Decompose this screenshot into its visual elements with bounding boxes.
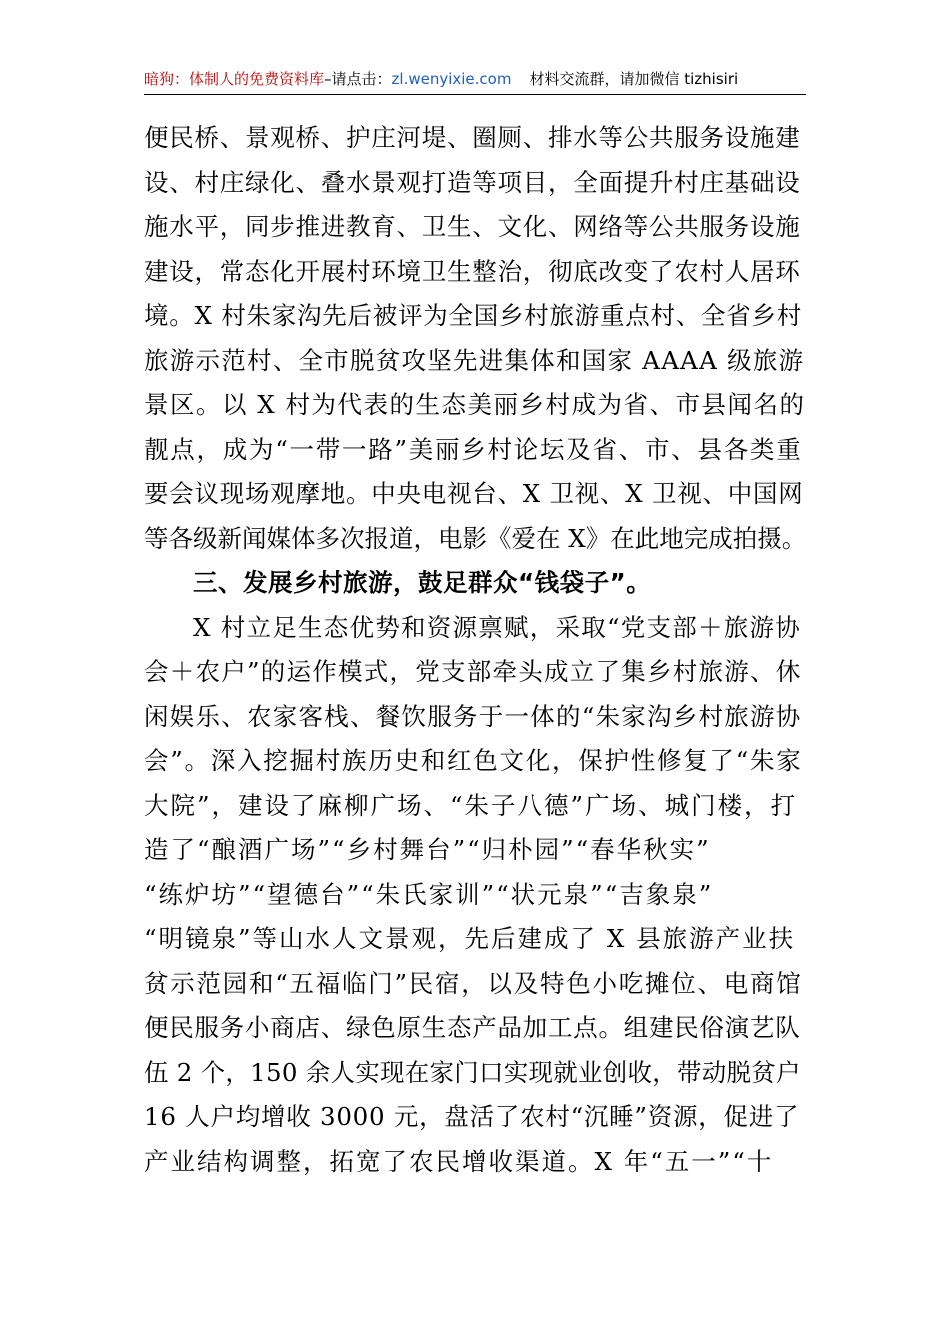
body-line: 设、村庄绿化、叠水景观打造等项目，全面提升村庄基础设 — [144, 167, 801, 197]
body-line: 贫示范园和“五福临门”民宿，以及特色小吃摊位、电商馆 — [144, 968, 803, 998]
header-click-prefix: –请点击： — [324, 70, 392, 88]
body-line: 大院”，建设了麻柳广场、“朱子八德”广场、城门楼，打 — [144, 790, 798, 820]
header-url-link[interactable]: zl.wenyixie.com — [391, 70, 512, 88]
body-line: “练炉坊”“望德台”“朱氏家训”“状元泉”“吉象泉” — [144, 879, 714, 909]
body-line: “明镜泉”等山水人文景观，先后建成了 X 县旅游产业扶 — [144, 924, 796, 953]
body-line: 境。X 村朱家沟先后被评为全国乡村旅游重点村、全省乡村 — [144, 301, 802, 330]
page-header — [144, 64, 806, 95]
body-line: 靓点，成为“一带一路”美丽乡村论坛及省、市、县各类重 — [144, 434, 803, 464]
body-line: 会”。深入挖掘村族历史和红色文化，保护性修复了“朱家 — [144, 746, 803, 775]
body-line: 会＋农户”的运作模式，党支部牵头成立了集乡村旅游、休 — [144, 657, 802, 686]
body-line: 产业结构调整，拓宽了农民增收渠道。X 年“五一”“十 — [144, 1146, 774, 1176]
body-line: 旅游示范村、全市脱贫攻坚先进集体和国家 AAAA 级旅游 — [144, 345, 805, 375]
body-line: 造了“酿酒广场”“乡村舞台”“归朴园”“春华秋实” — [144, 835, 711, 864]
body-line: 伍 2 个，150 余人实现在家门口实现就业创收，带动脱贫户 — [144, 1057, 801, 1087]
body-line: 施水平，同步推进教育、卫生、文化、网络等公共服务设施 — [144, 212, 801, 241]
body-line: 便民桥、景观桥、护庄河堤、圈厕、排水等公共服务设施建 — [144, 123, 801, 152]
body-line: X 村立足生态优势和资源禀赋，采取“党支部＋旅游协 — [193, 612, 802, 642]
header-site-name: 暗狗：体制人的免费资料库 — [144, 70, 325, 88]
body-line: 等各级新闻媒体多次报道，电影《爱在 X》在此地完成拍摄。 — [144, 523, 807, 553]
header-wechat-note: 材料交流群，请加微信 tizhisiri — [529, 70, 739, 88]
body-line: 16 人户均增收 3000 元，盘活了农村“沉睡”资源，促进了 — [144, 1102, 800, 1131]
body-line: 闲娱乐、农家客栈、餐饮服务于一体的“朱家沟乡村旅游协 — [144, 701, 802, 731]
body-line: 建设，常态化开展村环境卫生整治，彻底改变了农村人居环 — [144, 256, 801, 286]
body-line: 要会议现场观摩地。中央电视台、X 卫视、X 卫视、中国网 — [144, 479, 804, 508]
document-body — [144, 116, 806, 1184]
section-heading: 三、发展乡村旅游，鼓足群众“钱袋子”。 — [193, 568, 652, 597]
body-line: 便民服务小商店、绿色原生态产品加工点。组建民俗演艺队 — [144, 1013, 801, 1042]
body-line: 景区。以 X 村为代表的生态美丽乡村成为省、市县闻名的 — [144, 390, 806, 419]
